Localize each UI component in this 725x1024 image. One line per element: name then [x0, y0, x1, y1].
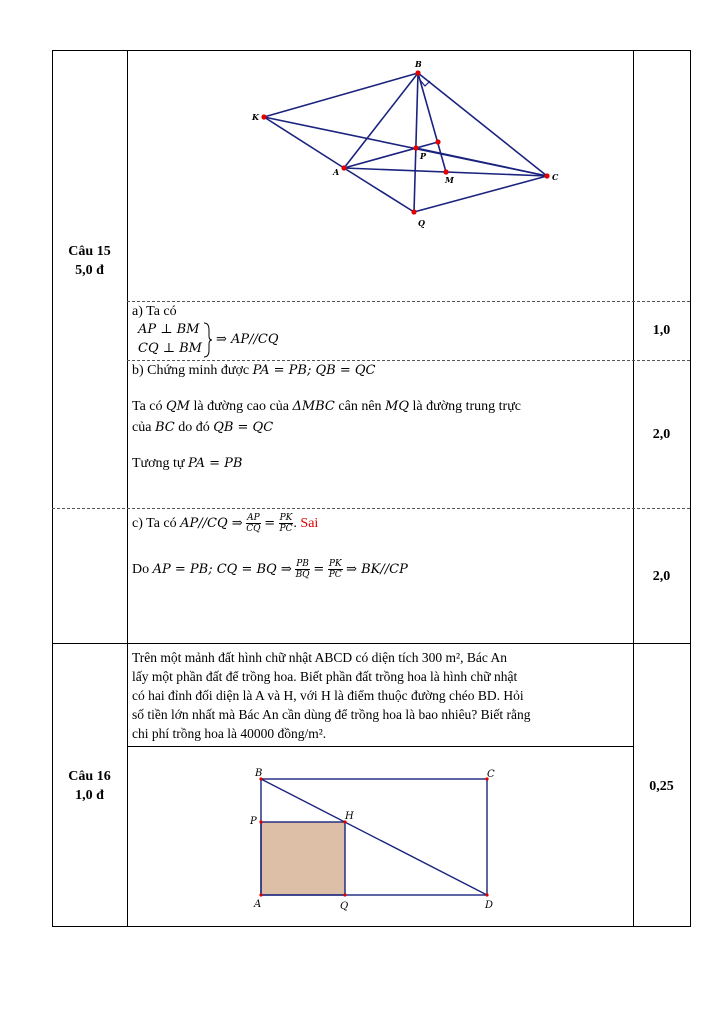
- part-b-l2-m1: BC: [154, 420, 175, 435]
- part-c-l1-frac1: [246, 513, 261, 534]
- part-b-l3-m: PA = PB: [188, 456, 243, 471]
- q16-points: 1,0 đ: [75, 788, 104, 803]
- part-c-l1-eq: =: [264, 516, 276, 531]
- row-divider-a: [127, 360, 690, 361]
- part-b-l2-m2: QB = QC: [213, 420, 274, 435]
- part-b-l2-a: của: [132, 420, 155, 435]
- table-border-right: [690, 50, 691, 927]
- part-c-l1-m1: AP//CQ ⇒: [180, 516, 243, 531]
- q15-label-B: B: [415, 59, 422, 69]
- row-divider-b: [52, 508, 690, 509]
- part-c-l2-m2: ⇒ BK//CP: [346, 562, 408, 577]
- table-border-top: [52, 50, 691, 51]
- q16-problem-line: có hai đỉnh đối diện là A và H, với H là điểm thuộc đường chéo BD. Hỏi: [132, 688, 524, 703]
- q16-score: 0,25: [649, 779, 674, 794]
- part-c-l1-a: c) Ta có: [132, 516, 181, 531]
- part-b-title-math: PA = PB; QB = QC: [252, 363, 376, 378]
- part-a-result: ⇒ AP//CQ: [216, 332, 279, 347]
- q15-label-Q: Q: [418, 218, 425, 228]
- part-b-l1-m1: QM: [166, 399, 190, 414]
- part-c-line2: [132, 556, 408, 584]
- part-b-l1-b: là đường cao của: [189, 399, 293, 414]
- q15-label-K: K: [252, 112, 259, 122]
- row-divider-q16: [52, 643, 691, 644]
- part-b-line1: [132, 398, 521, 416]
- part-c-l1-frac2-den: PC: [279, 524, 293, 535]
- part-b-score: 2,0: [652, 427, 671, 442]
- part-b-title: [132, 362, 375, 380]
- q16-problem-line: lấy một phần đất để trồng hoa. Biết phần đất trồng hoa là hình chữ nhật: [132, 669, 518, 684]
- q15-figure-lines: [264, 73, 547, 212]
- q16-label-C: C: [487, 769, 495, 780]
- q15-label-C: C: [552, 172, 559, 182]
- q16-problem-line: chi phí trồng hoa là 40000 đồng/m².: [132, 726, 327, 741]
- part-c-line1: [132, 510, 318, 538]
- part-c-l1-dot: .: [293, 516, 297, 531]
- q15-geometry-figure: [240, 56, 570, 236]
- part-b-line2: [132, 419, 273, 437]
- row-divider-figure: [127, 301, 690, 302]
- q16-label-D: D: [485, 900, 494, 911]
- part-b-l1-m2: ΔMBC: [292, 399, 335, 414]
- q15-label-M: M: [445, 175, 454, 185]
- part-c-l1-frac2-num: PK: [279, 513, 293, 524]
- part-c-l2-a: Do: [132, 562, 153, 577]
- part-c-l2-frac1-num: PB: [296, 559, 309, 570]
- part-c-l2-frac2-den: PC: [328, 570, 342, 581]
- part-a-line1: AP ⊥ BM: [138, 322, 200, 337]
- part-a-line2: CQ ⊥ BM: [138, 341, 202, 356]
- part-a-score: 1,0: [652, 323, 671, 338]
- q16-label: Câu 16: [68, 769, 111, 784]
- part-c-l1-frac1-num: AP: [247, 513, 260, 524]
- q16-flower-area: [261, 822, 345, 895]
- part-c-score: 2,0: [652, 569, 671, 584]
- part-b-l2-b: do đó: [174, 420, 214, 435]
- q16-problem-line: Trên một mảnh đất hình chữ nhật ABCD có diện tích 300 m², Bác An: [132, 650, 507, 665]
- part-c-l2-frac2-num: PK: [328, 559, 342, 570]
- part-c-l2-eq: =: [313, 562, 325, 577]
- q16-label-A: A: [254, 899, 262, 910]
- q16-label-H: H: [345, 811, 354, 822]
- q16-label-Q: Q: [340, 901, 349, 912]
- table-col-divider-1: [127, 50, 128, 927]
- row-divider-q16-figure: [127, 746, 633, 747]
- part-b-l1-d: là đường trung trực: [409, 399, 522, 414]
- part-a-brace: [202, 322, 212, 358]
- part-c-l1-frac1-den: CQ: [246, 524, 261, 535]
- part-b-title-text: b) Chứng minh được: [132, 363, 253, 378]
- part-c-wrong-mark: Sai: [296, 516, 319, 531]
- part-c-l2-m1: AP = PB; CQ = BQ ⇒: [152, 562, 292, 577]
- q16-label-P: P: [250, 816, 257, 827]
- part-b-l1-c: cân nên: [334, 399, 386, 414]
- table-border-bottom: [52, 926, 691, 927]
- q16-label-B: B: [255, 768, 263, 779]
- q15-label-A: A: [333, 167, 340, 177]
- q15-label: Câu 15: [68, 244, 111, 259]
- q16-problem-line: số tiền lớn nhất mà Bác An cần dùng để trồng hoa là bao nhiêu? Biết rằng: [132, 707, 531, 722]
- q15-points: 5,0 đ: [75, 263, 104, 278]
- part-c-l2-frac2: [328, 559, 343, 580]
- part-c-l2-frac1-den: BQ: [295, 570, 310, 581]
- q16-rectangle-figure: [245, 762, 505, 914]
- part-a-intro: a) Ta có: [132, 304, 177, 319]
- part-b-line3: [132, 455, 242, 473]
- part-b-l1-a: Ta có: [132, 399, 167, 414]
- part-c-l2-frac1: [295, 559, 310, 580]
- part-b-l3-a: Tương tự: [132, 456, 189, 471]
- part-b-l1-m3: MQ: [385, 399, 410, 414]
- part-c-l1-frac2: [279, 513, 294, 534]
- q15-label-P: P: [420, 151, 427, 161]
